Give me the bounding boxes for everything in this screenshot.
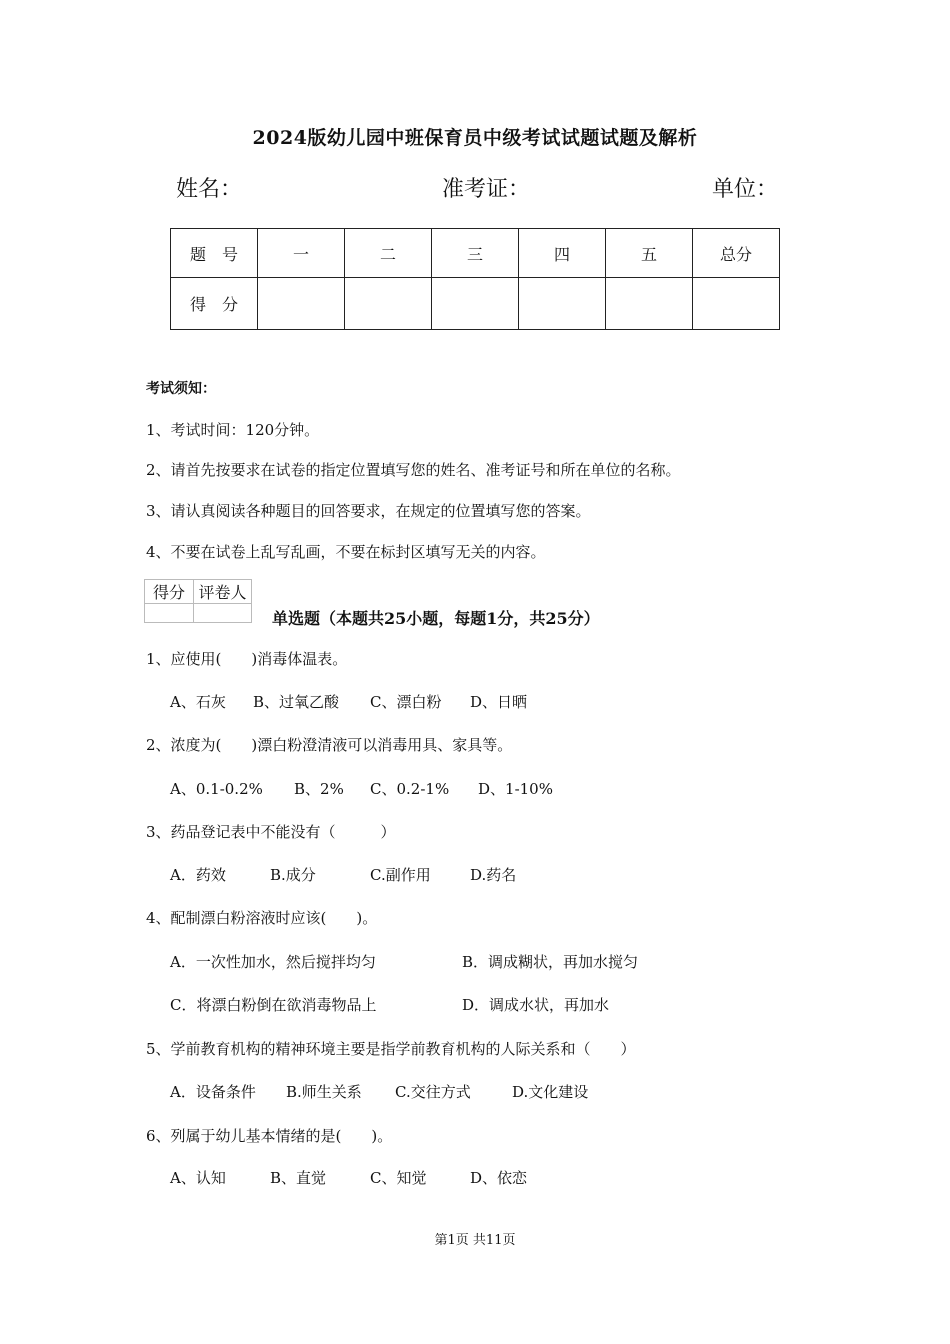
- notice-title: 考试须知：: [146, 381, 216, 397]
- score-table: [170, 228, 780, 330]
- score-table-header-cell: 总分: [693, 229, 780, 278]
- question-option: D．调成水状，再加水: [462, 996, 610, 1014]
- score-table-header-row: [171, 229, 780, 278]
- question-option: B、过氧乙酸: [253, 693, 340, 711]
- question-stem: 3、药品登记表中不能没有（ ）: [146, 823, 396, 841]
- question-option: C.副作用: [370, 866, 431, 884]
- notice-item: 2、请首先按要求在试卷的指定位置填写您的姓名、准考证号和所在单位的名称。: [146, 461, 681, 479]
- notice-item: 3、请认真阅读各种题目的回答要求，在规定的位置填写您的答案。: [146, 502, 591, 520]
- question-stem: 1、应使用( )消毒体温表。: [146, 650, 348, 668]
- notice-item: 1、考试时间：120分钟。: [146, 421, 320, 439]
- exam-id-field-label: 准考证：: [442, 177, 531, 202]
- score-cell: [258, 278, 345, 330]
- question-stem: 5、学前教育机构的精神环境主要是指学前教育机构的人际关系和（ ）: [146, 1040, 636, 1058]
- score-row-label: 得 分: [171, 278, 258, 330]
- question-option: C、0.2-1%: [370, 780, 450, 798]
- unit-field-label: 单位：: [712, 177, 779, 202]
- question-option: B.师生关系: [286, 1083, 362, 1101]
- score-table-score-row: [171, 278, 780, 330]
- question-option: A．设备条件: [170, 1083, 256, 1101]
- question-option: D.药名: [470, 866, 517, 884]
- grader-score-cell: [145, 604, 194, 623]
- question-stem: 4、配制漂白粉溶液时应该( )。: [146, 909, 378, 927]
- grader-score-label: 得分: [145, 580, 194, 604]
- score-table-header-cell: 四: [519, 229, 606, 278]
- score-cell: [519, 278, 606, 330]
- question-option: C．将漂白粉倒在欲消毒物品上: [170, 996, 377, 1014]
- score-cell: [345, 278, 432, 330]
- name-field-label: 姓名：: [176, 177, 243, 202]
- question-option: B.成分: [270, 866, 316, 884]
- score-table-header-cell: 题 号: [171, 229, 258, 278]
- question-option: D、依恋: [470, 1169, 528, 1187]
- question-option: A、认知: [170, 1169, 226, 1187]
- question-option: C.交往方式: [395, 1083, 471, 1101]
- document-title: 2024版幼儿园中班保育员中级考试试题试题及解析: [252, 127, 698, 149]
- grader-reviewer-cell: [194, 604, 252, 623]
- question-option: D、日晒: [470, 693, 528, 711]
- question-option: D、1-10%: [478, 780, 553, 798]
- question-stem: 6、列属于幼儿基本情绪的是( )。: [146, 1127, 393, 1145]
- question-option: C、知觉: [370, 1169, 427, 1187]
- score-table-header-cell: 三: [432, 229, 519, 278]
- notice-item: 4、不要在试卷上乱写乱画，不要在标封区填写无关的内容。: [146, 543, 546, 561]
- question-option: B．调成糊状，再加水搅匀: [462, 953, 639, 971]
- question-option: A．药效: [170, 866, 226, 884]
- question-stem: 2、浓度为( )漂白粉澄清液可以消毒用具、家具等。: [146, 736, 513, 754]
- grader-box: [144, 579, 252, 623]
- page-footer: 第1页 共11页: [434, 1233, 516, 1248]
- question-option: A、石灰: [170, 693, 226, 711]
- question-option: D.文化建设: [512, 1083, 589, 1101]
- score-cell: [432, 278, 519, 330]
- question-option: B、直觉: [270, 1169, 327, 1187]
- score-table-header-cell: 二: [345, 229, 432, 278]
- score-table-header-cell: 一: [258, 229, 345, 278]
- question-option: A、0.1-0.2%: [170, 780, 263, 798]
- question-option: B、2%: [294, 780, 344, 798]
- section-title: 单选题（本题共25小题，每题1分，共25分）: [272, 609, 600, 628]
- grader-reviewer-label: 评卷人: [194, 580, 252, 604]
- score-cell: [693, 278, 780, 330]
- score-table-header-cell: 五: [606, 229, 693, 278]
- question-option: A．一次性加水，然后搅拌均匀: [170, 953, 376, 971]
- score-cell: [606, 278, 693, 330]
- question-option: C、漂白粉: [370, 693, 442, 711]
